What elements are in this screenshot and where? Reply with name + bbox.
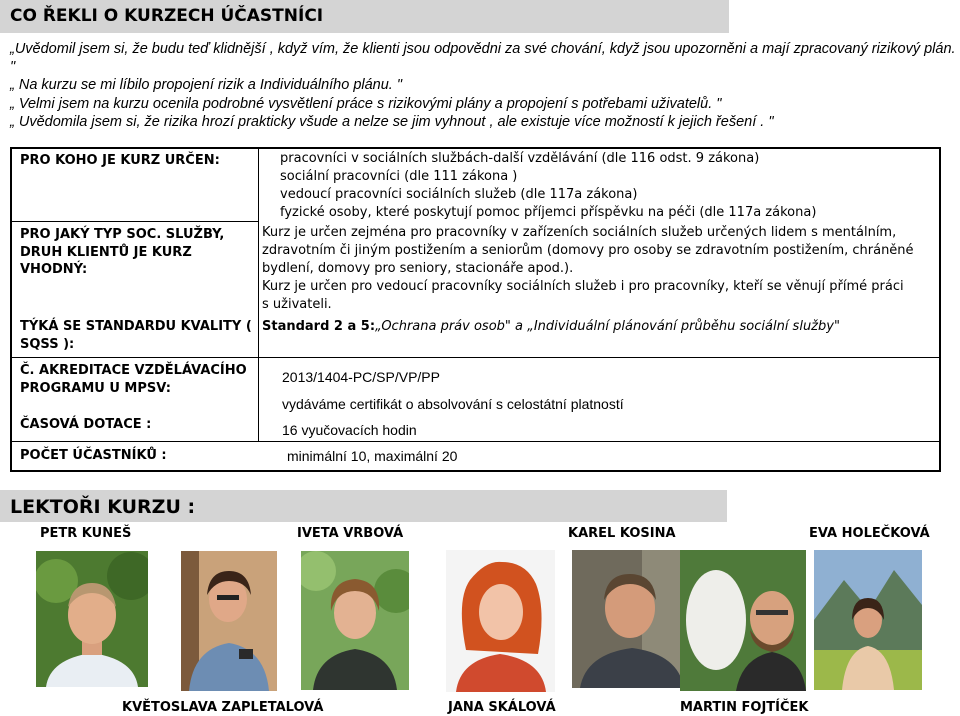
services-line: bydlení, domovy pro seniory, stacionáře apod.). xyxy=(262,261,574,276)
services-line: s uživateli. xyxy=(262,297,332,312)
lecturer-photo xyxy=(680,550,806,691)
row-divider xyxy=(12,221,258,222)
services-line: Kurz je určen pro vedoucí pracovníky sociálních služeb i pro pracovníky, kteří se věnují přímé práci xyxy=(262,279,904,294)
quote-2: „ Na kurzu se mi líbilo propojení rizik a Individuálního plánu. " xyxy=(10,77,403,94)
standard-value xyxy=(262,318,840,336)
participants-value: minimální 10, maximální 20 xyxy=(287,448,458,464)
column-divider xyxy=(258,149,259,441)
target-label: PRO KOHO JE KURZ URČEN: xyxy=(20,153,220,168)
target-values xyxy=(280,150,816,222)
lecturer-photo xyxy=(301,551,409,690)
target-line: sociální pracovníci (dle 111 zákona ) xyxy=(280,169,518,184)
quote-3: „ Velmi jsem na kurzu ocenila podrobné vysvětlení práce s rizikovými plány a propojení s potřebami uživatelů. " xyxy=(10,95,722,112)
lecturer-photo xyxy=(814,550,922,690)
section-title-feedback: CO ŘEKLI O KURZECH ÚČASTNÍCI xyxy=(0,0,729,33)
services-values xyxy=(262,224,914,314)
hours-value: 16 vyučovacích hodin xyxy=(282,422,417,438)
accreditation-label: Č. AKREDITACE VZDĚLÁVACÍHO PROGRAMU U MPSV: xyxy=(20,363,247,396)
lecturer-photo xyxy=(36,551,148,687)
quote-1: „Uvědomil jsem si, že budu teď klidnější , když vím, že klienti jsou odpovědni za své chování, když jsou upozorněni a mají zpracovaný rizikový plán. " xyxy=(10,41,956,76)
target-line: vedoucí pracovníci sociálních služeb (dle 117a zákona) xyxy=(280,187,638,202)
participants-label: POČET ÚČASTNÍKŮ : xyxy=(20,448,167,463)
hours-label: ČASOVÁ DOTACE : xyxy=(20,417,152,432)
section-title-lecturers: LEKTOŘI KURZU : xyxy=(0,490,727,522)
row-divider xyxy=(12,441,941,442)
standard-text: „Ochrana práv osob" a „Individuální plánování průběhu sociální služby" xyxy=(375,319,840,334)
lecturer-name: JANA SKÁLOVÁ xyxy=(448,700,556,715)
services-line: zdravotním či jiným postižením a seniorům (domovy pro osoby se zdravotním postižením, chráněné xyxy=(262,243,914,258)
row-divider xyxy=(12,357,941,358)
lecturer-name: PETR KUNEŠ xyxy=(40,526,132,541)
services-line: Kurz je určen zejména pro pracovníky v zařízeních sociálních služeb určených lidem s mentálním, xyxy=(262,225,897,240)
accreditation-value: 2013/1404-PC/SP/VP/PP xyxy=(282,369,440,385)
lecturer-name: EVA HOLEČKOVÁ xyxy=(809,526,930,541)
lecturer-name: KAREL KOSINA xyxy=(568,526,676,541)
standard-number: Standard 2 a 5: xyxy=(262,319,376,334)
lecturer-name: KVĚTOSLAVA ZAPLETALOVÁ xyxy=(122,700,324,715)
course-info-table xyxy=(10,147,941,472)
lecturer-photo xyxy=(572,550,691,688)
target-line: pracovníci v sociálních službách-další vzdělávání (dle 116 odst. 9 zákona) xyxy=(280,151,760,166)
quote-4: „ Uvědomila jsem si, že rizika hrozí prakticky všude a nelze se jim vyhnout , ale existuje více možností k jejich řešení . " xyxy=(10,113,774,130)
participant-quotes xyxy=(10,40,960,131)
services-label: PRO JAKÝ TYP SOC. SLUŽBY, DRUH KLIENTŮ JE KURZ VHODNÝ: xyxy=(20,227,225,277)
target-line: fyzické osoby, které poskytují pomoc příjemci příspěvku na péči (dle 117a zákona) xyxy=(280,205,817,220)
lecturer-photo xyxy=(446,550,555,692)
lecturer-photo xyxy=(181,551,277,691)
certificate-value: vydáváme certifikát o absolvování s celostátní platností xyxy=(282,396,624,412)
lecturer-name: IVETA VRBOVÁ xyxy=(297,526,404,541)
lecturer-name: MARTIN FOJTÍČEK xyxy=(680,700,809,715)
standard-label: TÝKÁ SE STANDARDU KVALITY ( SQSS ): xyxy=(20,319,252,352)
